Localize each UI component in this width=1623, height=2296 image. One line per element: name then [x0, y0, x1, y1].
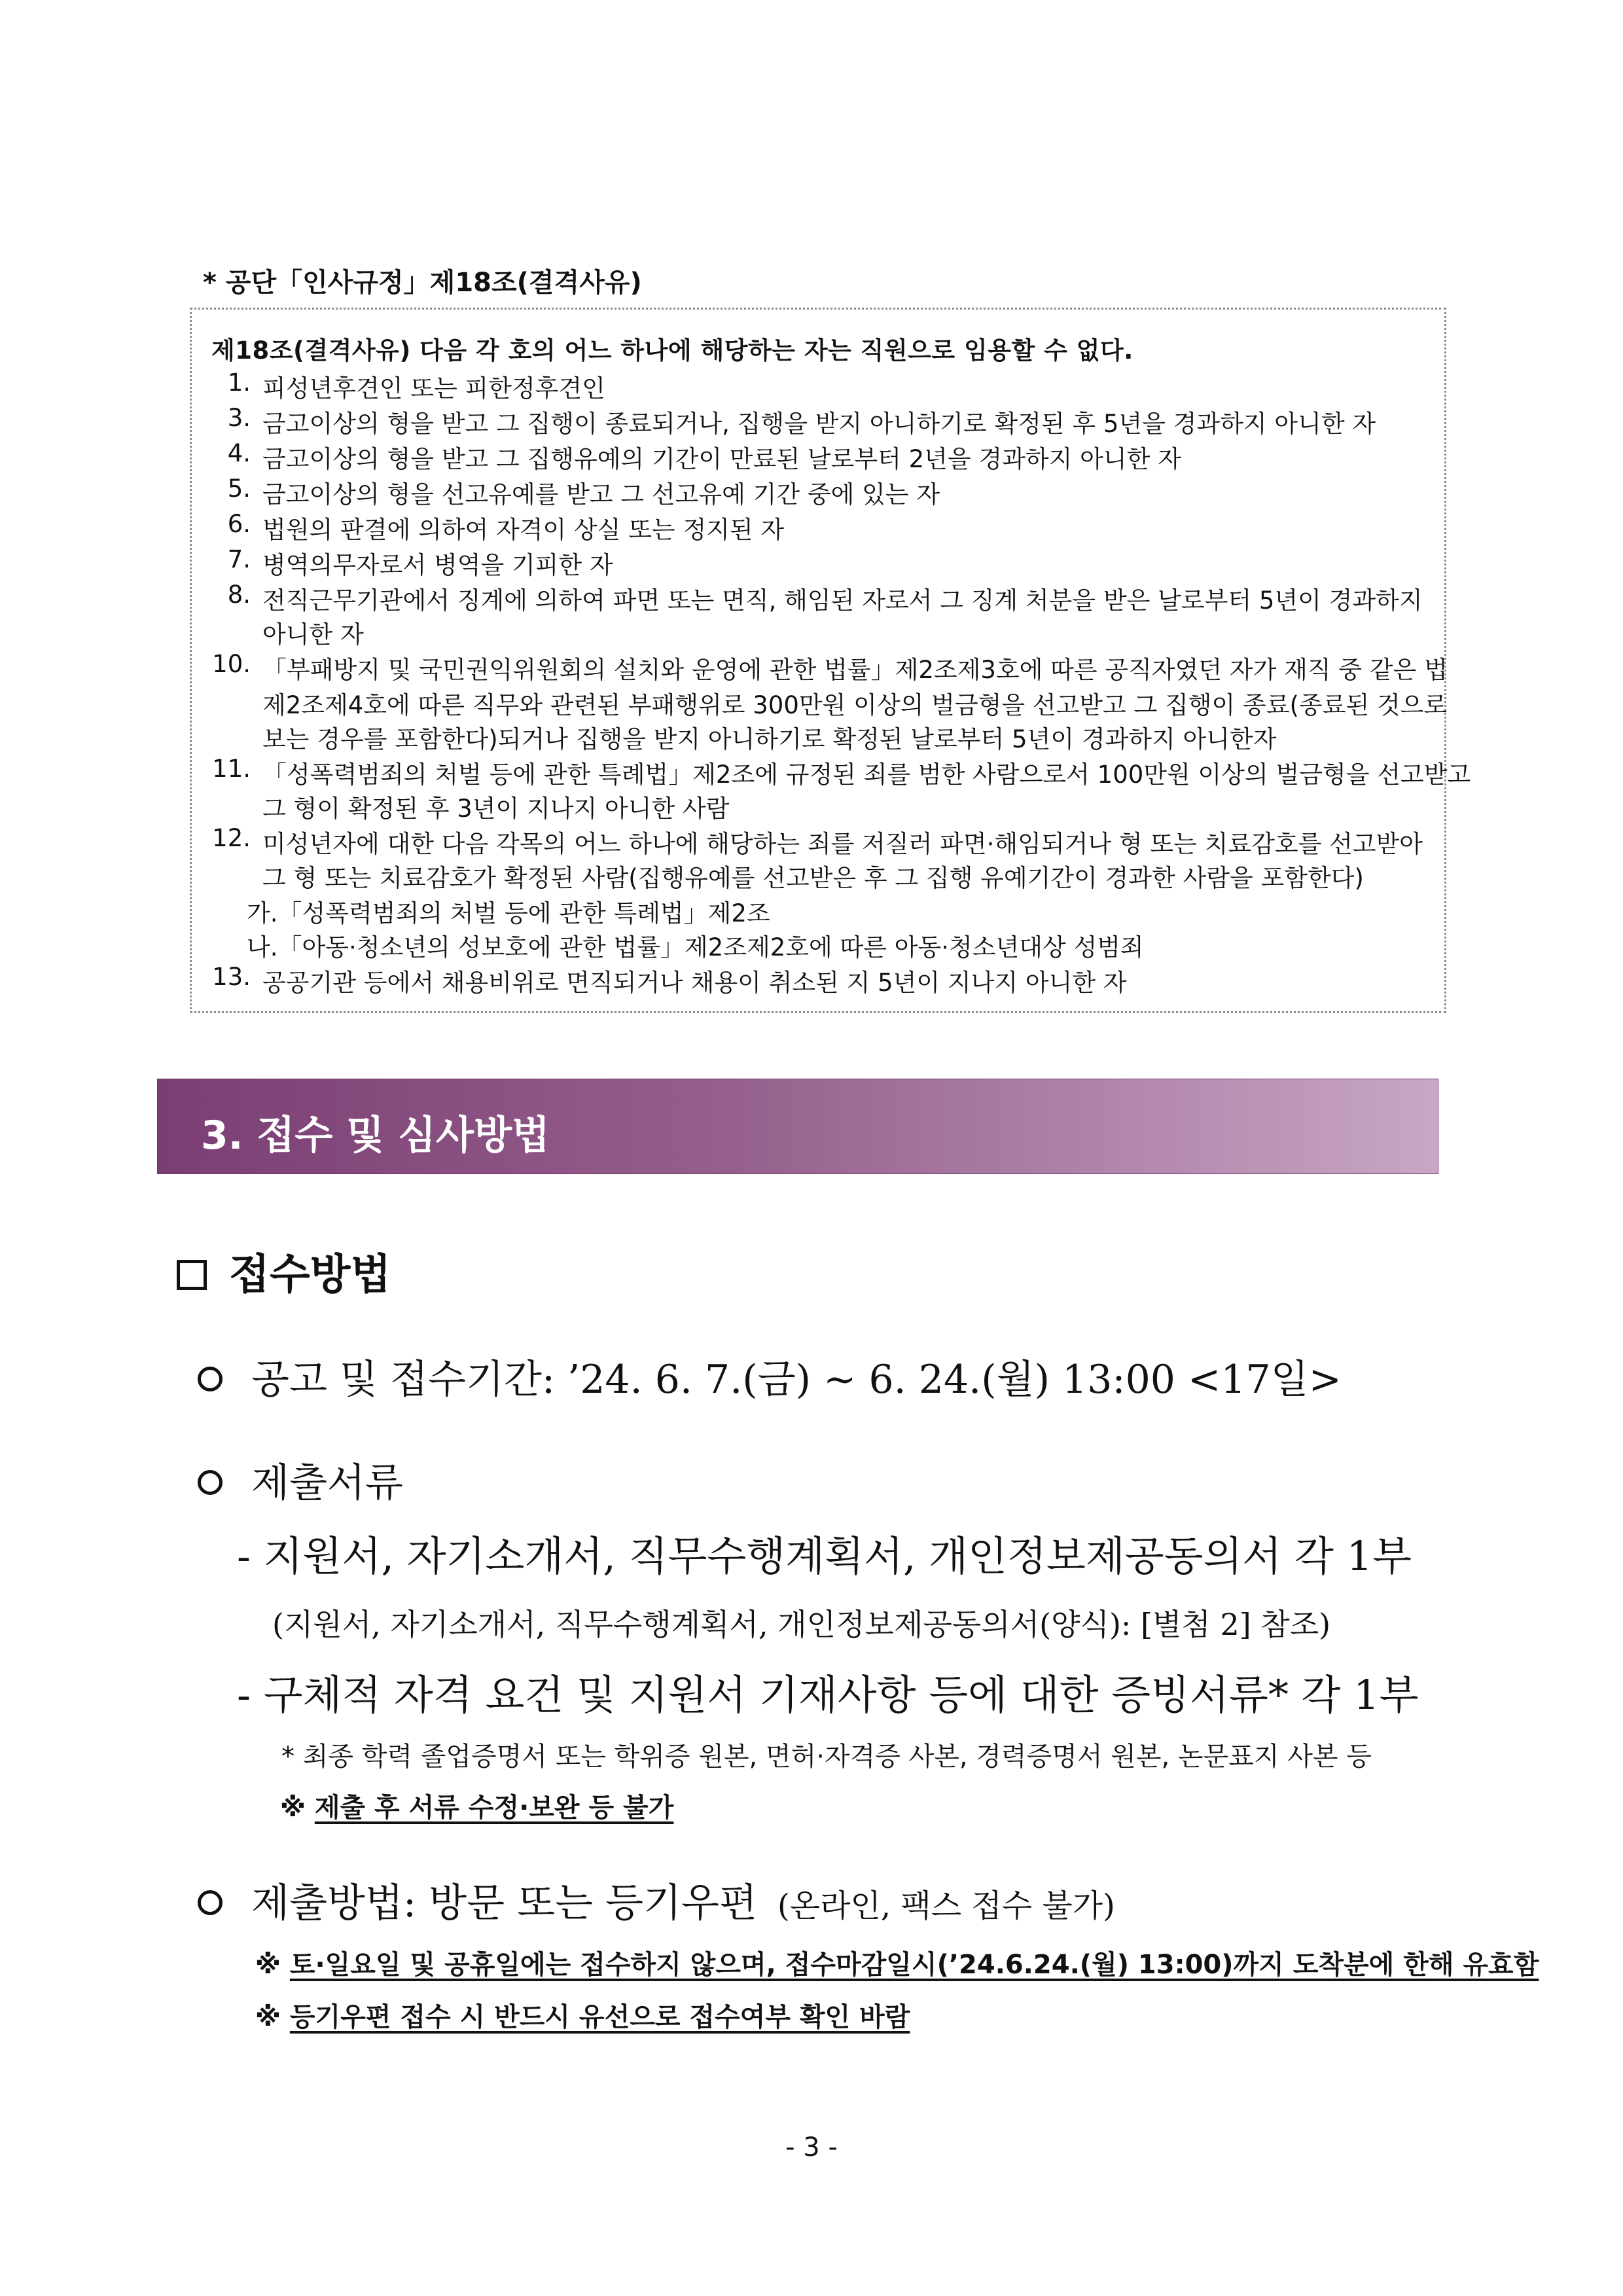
disqualification-box: [190, 308, 1471, 1013]
note-item-continued: 아니한 자: [262, 620, 364, 649]
doc-warning: ※ 제출 후 서류 수정·보완 등 불가: [280, 1793, 674, 1823]
docs-heading: 제출서류: [198, 1452, 403, 1508]
note-item: 6. 법원의 판결에 의하여 자격이 상실 또는 정지된 자: [227, 510, 785, 544]
note-item-continued: 보는 경우를 포함한다)되거나 집행을 받지 아니하기로 확정된 날로부터 5년이 경과하지 아니한자: [262, 725, 1277, 753]
note-item: 7. 병역의무자로서 병역을 기피한 자: [227, 545, 613, 579]
circle-bullet-icon: [198, 1470, 223, 1495]
method-line: 제출방법: 방문 또는 등기우편 (온라인, 팩스 접수 불가): [198, 1872, 1115, 1928]
circle-bullet-icon: [198, 1890, 223, 1915]
note-item-continued: 제2조제4호에 따른 직무와 관련된 부패행위로 300만원 이상의 벌금형을 선고받고 그 집행이 종료(종료된 것으로: [262, 691, 1448, 719]
note-item: 5. 금고이상의 형을 선고유예를 받고 그 선고유예 기간 중에 있는 자: [227, 475, 940, 509]
note-item: 4. 금고이상의 형을 받고 그 집행유예의 기간이 만료된 날로부터 2년을 경과하지 아니한 자: [227, 439, 1181, 473]
note-item-continued: 그 형이 확정된 후 3년이 지나지 아니한 사람: [262, 795, 730, 823]
note-item: 1. 피성년후견인 또는 피한정후견인: [227, 368, 605, 403]
method-note: (온라인, 팩스 접수 불가): [777, 1888, 1115, 1924]
square-bullet-icon: [177, 1260, 207, 1290]
note-heading: 제18조(결격사유) 다음 각 호의 어느 하나에 해당하는 자는 직원으로 임용할 수 없다.: [211, 336, 1133, 365]
reference-mark: ※: [255, 2002, 281, 2032]
page-number: - 3 -: [785, 2132, 838, 2162]
section-header-bar: [157, 1079, 1438, 1174]
note-item: 10. 「부패방지 및 국민권익위원회의 설치와 운영에 관한 법률」제2조제3호에 따른 공직자였던 자가 재직 중 같은 법: [212, 650, 1448, 684]
note-subitem: 가.「성폭력범죄의 처벌 등에 관한 특례법」제2조: [247, 899, 770, 927]
reference-mark: ※: [255, 1950, 281, 1980]
doc-item-1: - 지원서, 자기소개서, 직무수행계획서, 개인정보제공동의서 각 1부: [237, 1532, 1412, 1580]
note-item: 8. 전직근무기관에서 징계에 의하여 파면 또는 면직, 해임된 자로서 그 징계 처분을 받은 날로부터 5년이 경과하지: [227, 581, 1423, 615]
reference-mark: ※: [280, 1793, 306, 1823]
note-item: 13. 공공기관 등에서 채용비위로 면직되거나 채용이 취소된 지 5년이 지나지 아니한 자: [212, 963, 1127, 997]
circle-bullet-icon: [198, 1367, 223, 1391]
method-warning-1: ※ 토·일요일 및 공휴일에는 접수하지 않으며, 접수마감일시(’24.6.24.(월) 13:00)까지 도착분에 한해 유효함: [255, 1950, 1539, 1980]
note-item: 11. 「성폭력범죄의 처벌 등에 관한 특례법」제2조에 규정된 죄를 범한 사람으로서 100만원 이상의 벌금형을 선고받고: [212, 755, 1471, 789]
doc-item-1-note: (지원서, 자기소개서, 직무수행계획서, 개인정보제공동의서(양식): [별첨 2] 참조): [272, 1607, 1331, 1642]
section-title: 3. 접수 및 심사방법: [201, 1113, 550, 1158]
period-line: 공고 및 접수기간: ’24. 6. 7.(금) ~ 6. 24.(월) 13:00 <17일>: [198, 1348, 1342, 1405]
note-item: 12. 미성년자에 대한 다음 각목의 어느 하나에 해당하는 죄를 저질러 파면·해임되거나 형 또는 치료감호를 선고받아: [212, 824, 1423, 858]
doc-item-2-note: * 최종 학력 졸업증명서 또는 학위증 원본, 면허·자격증 사본, 경력증명서 원본, 논문표지 사본 등: [281, 1742, 1372, 1772]
note-subitem: 나.「아동·청소년의 성보호에 관한 법률」제2조제2호에 따른 아동·청소년대상 성범죄: [247, 933, 1144, 961]
doc-item-2: - 구체적 자격 요건 및 지원서 기재사항 등에 대한 증빙서류* 각 1부: [237, 1671, 1419, 1719]
reception-heading: 접수방법: [177, 1241, 391, 1301]
note-title: * 공단「인사규정」제18조(결격사유): [203, 268, 642, 298]
note-item: 3. 금고이상의 형을 받고 그 집행이 종료되거나, 집행을 받지 아니하기로 확정된 후 5년을 경과하지 아니한 자: [227, 404, 1376, 438]
note-item-continued: 그 형 또는 치료감호가 확정된 사람(집행유예를 선고받은 후 그 집행 유예기간이 경과한 사람을 포함한다): [262, 864, 1364, 892]
method-warning-2: ※ 등기우편 접수 시 반드시 유선으로 접수여부 확인 바람: [255, 2002, 910, 2032]
